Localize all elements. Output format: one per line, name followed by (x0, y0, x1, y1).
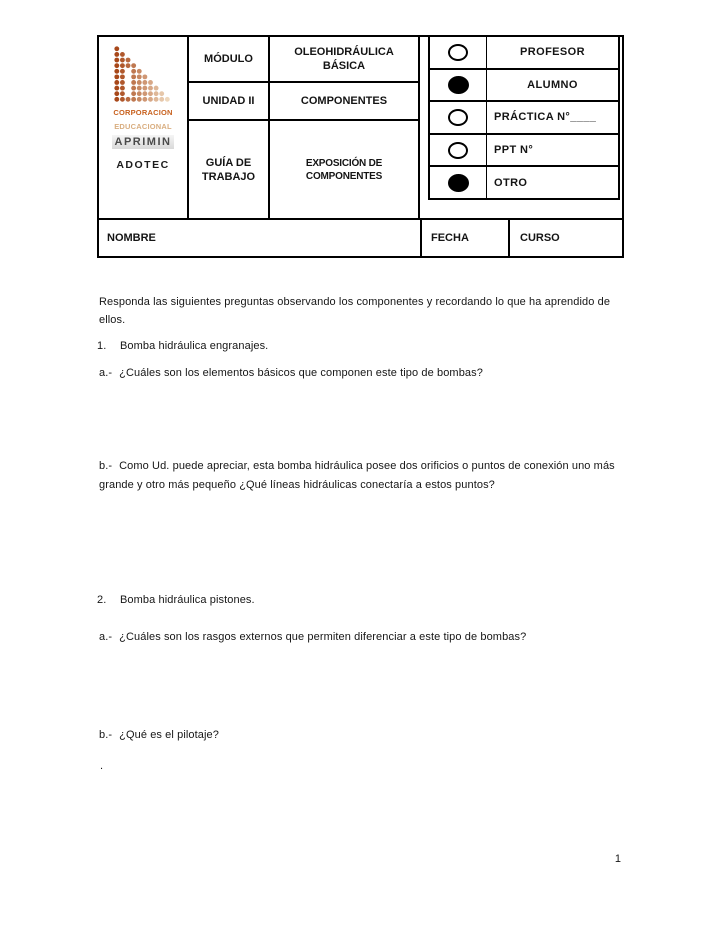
unit-value-cell: COMPONENTES (270, 83, 420, 121)
checkbox-label-ppt: PPT N° (494, 144, 534, 157)
question-1a (99, 364, 618, 382)
header-footer-row (99, 218, 622, 256)
page-number: 1 (614, 853, 622, 865)
module-label-cell: MÓDULO (189, 37, 270, 83)
intro-paragraph: Responda las siguientes preguntas observando los componentes y recordando lo que ha aprendido de ellos. (99, 296, 611, 326)
module-value-cell: OLEOHIDRÁULICA BÁSICA (270, 37, 420, 83)
checkbox-row-practica (430, 102, 618, 135)
checkbox-circle (448, 174, 469, 192)
question-2b (99, 726, 499, 744)
logo-text-adotec: ADOTEC (116, 159, 170, 171)
question-2b-label: b.- (99, 729, 113, 741)
question-1a-label: a.- (99, 367, 113, 379)
guide-value-cell: EXPOSICIÓN DE COMPONENTES (270, 121, 420, 218)
question-1b-label: b.- (99, 460, 113, 472)
logo-text-corporacion: CORPORACION (113, 108, 173, 117)
question-1a-text: ¿Cuáles son los elementos básicos que componen este tipo de bombas? (119, 367, 483, 379)
aprimin-dots-logo-icon (114, 45, 172, 105)
fecha-cell: FECHA (422, 220, 510, 256)
checkbox-circle (448, 76, 469, 94)
checkbox-row-ppt (430, 135, 618, 168)
question-2b-text: ¿Qué es el pilotaje? (119, 729, 219, 741)
logo-text-educacional: EDUCACIONAL (114, 122, 172, 131)
checkbox-label-profesor: PROFESOR (520, 46, 585, 59)
trailing-period: . (100, 760, 104, 772)
question-2a (99, 628, 618, 646)
checkbox-label-practica: PRÁCTICA N°____ (494, 111, 597, 124)
question-2-text: Bomba hidráulica pistones. (120, 594, 255, 606)
checkbox-row-alumno (430, 70, 618, 103)
checkbox-circle (448, 109, 468, 126)
question-2-title (97, 591, 497, 609)
checkbox-row-profesor (430, 37, 618, 70)
header-table (97, 35, 624, 258)
question-1-title (97, 337, 497, 355)
checkbox-label-alumno: ALUMNO (527, 78, 578, 91)
curso-cell: CURSO (520, 232, 560, 244)
question-2a-label: a.- (99, 631, 113, 643)
logo-cell (99, 37, 189, 218)
nombre-cell: NOMBRE (99, 220, 422, 256)
question-1b (99, 457, 620, 495)
guide-label-cell: GUÍA DE TRABAJO (189, 121, 270, 218)
checkbox-row-otro (430, 167, 618, 198)
question-1b-text: Como Ud. puede apreciar, esta bomba hidráulica posee dos orificios o puntos de conexión uno más grande y otro más pequeño ¿Qué líneas hidráulicas conectaría a estos puntos? (99, 460, 615, 491)
question-2a-text: ¿Cuáles son los rasgos externos que permiten diferenciar a este tipo de bombas? (119, 631, 527, 643)
unit-label-cell: UNIDAD II (189, 83, 270, 121)
checkbox-label-otro: OTRO (494, 176, 528, 189)
audience-checkbox-table (428, 37, 620, 200)
question-1-number: 1. (97, 340, 107, 352)
question-1-text: Bomba hidráulica engranajes. (120, 340, 269, 352)
logo-text-aprimin: APRIMIN (112, 135, 175, 149)
question-2-number: 2. (97, 594, 107, 606)
checkbox-circle (448, 44, 468, 61)
checkbox-circle (448, 142, 468, 159)
